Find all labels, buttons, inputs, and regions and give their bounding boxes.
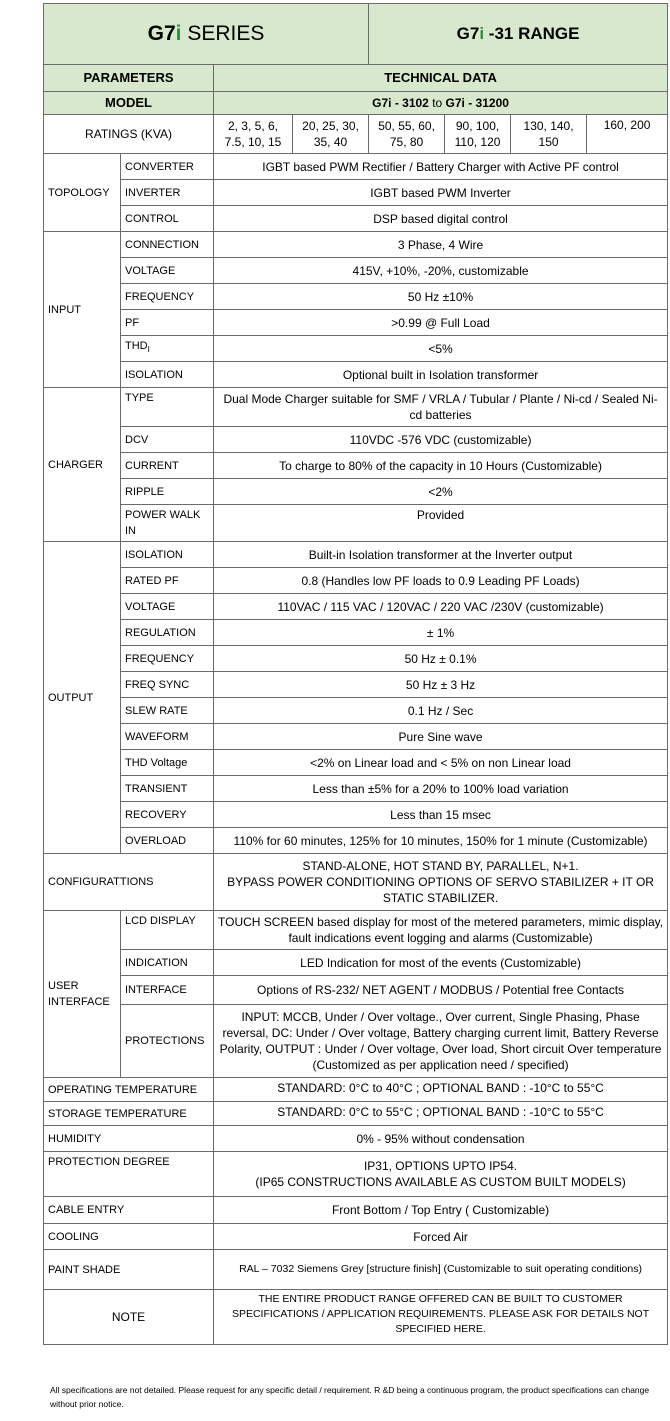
row-label: OVERLOAD [121, 828, 214, 854]
row-label: CONVERTER [121, 154, 214, 180]
row-label: $THD_I$ [121, 336, 214, 362]
table-row [44, 620, 668, 646]
table-row [44, 388, 668, 427]
row-value: 110% for 60 minutes, 125% for 10 minutes, 150% for 1 minute (Customizable) [214, 828, 668, 854]
technical-data-heading: TECHNICAL DATA [214, 65, 668, 92]
model-row [44, 92, 668, 115]
row-label: INVERTER [121, 180, 214, 206]
row-label: HUMIDITY [44, 1126, 214, 1152]
row-value: Front Bottom / Top Entry ( Customizable) [214, 1197, 668, 1224]
row-label: TYPE [121, 388, 214, 427]
row-label: CONTROL [121, 206, 214, 232]
row-label: LCD DISPLAY [121, 911, 214, 950]
row-value: IGBT based PWM Inverter [214, 180, 668, 206]
table-row [44, 594, 668, 620]
rating-cell: 160, 200 [587, 115, 668, 154]
rating-cell: 130, 140, 150 [511, 115, 587, 154]
row-value: Forced Air [214, 1224, 668, 1250]
range-title: G7i -31 RANGE [369, 4, 668, 65]
header-row [44, 4, 668, 65]
row-value: 0% - 95% without condensation [214, 1126, 668, 1152]
user-interface-label: USER INTERFACE [44, 911, 121, 1078]
row-label: CONNECTION [121, 232, 214, 258]
row-label: STORAGE TEMPERATURE [44, 1102, 214, 1126]
charger-label: CHARGER [44, 388, 121, 542]
row-value: To charge to 80% of the capacity in 10 Hours (Customizable) [214, 453, 668, 479]
topology-label: TOPOLOGY [44, 154, 121, 232]
columns-row [44, 65, 668, 92]
row-value: LED Indication for most of the events (Customizable) [214, 950, 668, 976]
table-row [44, 724, 668, 750]
row-value: 0.8 (Handles low PF loads to 0.9 Leading PF Loads) [214, 568, 668, 594]
row-label: PF [121, 310, 214, 336]
table-row [44, 776, 668, 802]
table-row [44, 1126, 668, 1152]
note-label: NOTE [44, 1290, 214, 1345]
table-row [44, 1102, 668, 1126]
table-row [44, 1224, 668, 1250]
spec-table [43, 3, 668, 1345]
rating-cell: 2, 3, 5, 6, 7.5, 10, 15 [214, 115, 293, 154]
row-value: Less than ±5% for a 20% to 100% load variation [214, 776, 668, 802]
rating-cell: 90, 100, 110, 120 [445, 115, 511, 154]
table-row [44, 750, 668, 776]
table-row [44, 976, 668, 1005]
table-row [44, 911, 668, 950]
table-row [44, 505, 668, 542]
model-label: MODEL [44, 92, 214, 115]
spec-sheet [43, 3, 667, 1345]
row-label: THD Voltage [121, 750, 214, 776]
table-row [44, 258, 668, 284]
table-row [44, 232, 668, 258]
row-label: PAINT SHADE [44, 1250, 214, 1290]
row-label: RECOVERY [121, 802, 214, 828]
row-value: 0.1 Hz / Sec [214, 698, 668, 724]
row-label: TRANSIENT [121, 776, 214, 802]
table-row [44, 568, 668, 594]
row-label: VOLTAGE [121, 258, 214, 284]
row-value: <2% on Linear load and < 5% on non Linear load [214, 750, 668, 776]
row-value: Options of RS-232/ NET AGENT / MODBUS / Potential free Contacts [214, 976, 668, 1005]
row-label: OPERATING TEMPERATURE [44, 1078, 214, 1102]
row-label: CURRENT [121, 453, 214, 479]
row-label: RATED PF [121, 568, 214, 594]
row-value: Pure Sine wave [214, 724, 668, 750]
model-range: G7i - 3102 to G7i - 31200 [214, 92, 668, 115]
row-label: ISOLATION [121, 362, 214, 388]
footnote: All specifications are not detailed. Please request for any specific detail / requirement. R &D being a continuous program, the product specifications can change without prior notice. [50, 1385, 650, 1409]
configurations-value: STAND-ALONE, HOT STAND BY, PARALLEL, N+1. BYPASS POWER CONDITIONING OPTIONS OF SERVO STABILIZER + IT OR STATIC STABILIZER. [214, 854, 668, 911]
input-label: INPUT [44, 232, 121, 388]
row-value: Dual Mode Charger suitable for SMF / VRLA / Tubular / Plante / Ni-cd / Sealed Ni-cd batteries [214, 388, 668, 427]
row-label: CABLE ENTRY [44, 1197, 214, 1224]
configurations-row [44, 854, 668, 911]
table-row [44, 1250, 668, 1290]
table-row [44, 672, 668, 698]
row-label: VOLTAGE [121, 594, 214, 620]
row-label: REGULATION [121, 620, 214, 646]
row-value: <5% [214, 336, 668, 362]
table-row [44, 1078, 668, 1102]
table-row [44, 206, 668, 232]
table-row [44, 1152, 668, 1197]
table-row [44, 479, 668, 505]
row-value: 50 Hz ±10% [214, 284, 668, 310]
note-row [44, 1290, 668, 1345]
table-row [44, 1005, 668, 1078]
row-value: Built-in Isolation transformer at the Inverter output [214, 542, 668, 568]
table-row [44, 453, 668, 479]
table-row [44, 828, 668, 854]
row-label: PROTECTIONS [121, 1005, 214, 1078]
row-value: RAL – 7032 Siemens Grey [structure finish] (Customizable to suit operating conditions) [214, 1250, 668, 1290]
table-row [44, 646, 668, 672]
row-label: POWER WALK IN [121, 505, 214, 542]
row-label: FREQUENCY [121, 284, 214, 310]
table-row [44, 310, 668, 336]
ratings-row [44, 115, 668, 154]
table-row [44, 698, 668, 724]
row-label: INDICATION [121, 950, 214, 976]
rating-cell: 50, 55, 60, 75, 80 [369, 115, 445, 154]
row-value: 3 Phase, 4 Wire [214, 232, 668, 258]
row-value: >0.99 @ Full Load [214, 310, 668, 336]
row-value: <2% [214, 479, 668, 505]
row-value: TOUCH SCREEN based display for most of the metered parameters, mimic display, fault indications event logging and alarms (Customizable) [214, 911, 668, 950]
rating-cell: 20, 25, 30, 35, 40 [293, 115, 369, 154]
row-value: DSP based digital control [214, 206, 668, 232]
row-value: INPUT: MCCB, Under / Over voltage., Over current, Single Phasing, Phase reversal, DC: Under / Over voltage, Battery charging current limit, Battery Reverse Polarity, OUTPUT : Under / Over voltage, Over load, Short circuit Over temperature (Customized as per application need / specified) [214, 1005, 668, 1078]
row-value: Optional built in Isolation transformer [214, 362, 668, 388]
table-row [44, 154, 668, 180]
row-value: 415V, +10%, -20%, customizable [214, 258, 668, 284]
table-row [44, 284, 668, 310]
table-row [44, 180, 668, 206]
table-row [44, 336, 668, 362]
row-value: IP31, OPTIONS UPTO IP54. (IP65 CONSTRUCTIONS AVAILABLE AS CUSTOM BUILT MODELS) [214, 1152, 668, 1197]
table-row [44, 427, 668, 453]
output-label: OUTPUT [44, 542, 121, 854]
row-value: 110VDC -576 VDC (customizable) [214, 427, 668, 453]
row-value: ± 1% [214, 620, 668, 646]
row-value: 50 Hz ± 0.1% [214, 646, 668, 672]
row-value: 50 Hz ± 3 Hz [214, 672, 668, 698]
ratings-label: RATINGS (KVA) [44, 115, 214, 154]
row-label: ISOLATION [121, 542, 214, 568]
note-value: THE ENTIRE PRODUCT RANGE OFFERED CAN BE BUILT TO CUSTOMER SPECIFICATIONS / APPLICATION REQUIREMENTS. PLEASE ASK FOR DETAILS NOT SPECIFIED HERE. [214, 1290, 668, 1345]
table-row [44, 950, 668, 976]
table-row [44, 362, 668, 388]
row-value: IGBT based PWM Rectifier / Battery Charger with Active PF control [214, 154, 668, 180]
row-value: 110VAC / 115 VAC / 120VAC / 220 VAC /230V (customizable) [214, 594, 668, 620]
row-label: WAVEFORM [121, 724, 214, 750]
row-label: SLEW RATE [121, 698, 214, 724]
parameters-heading: PARAMETERS [44, 65, 214, 92]
row-label: FREQUENCY [121, 646, 214, 672]
row-label: PROTECTION DEGREE [44, 1152, 214, 1197]
row-label: COOLING [44, 1224, 214, 1250]
configurations-label: CONFIGURATTIONS [44, 854, 214, 911]
table-row [44, 802, 668, 828]
row-value: Provided [214, 505, 668, 542]
row-value: STANDARD: 0°C to 55°C ; OPTIONAL BAND : -10°C to 55°C [214, 1102, 668, 1126]
row-value: STANDARD: 0°C to 40°C ; OPTIONAL BAND : -10°C to 55°C [214, 1078, 668, 1102]
row-value: Less than 15 msec [214, 802, 668, 828]
row-label: DCV [121, 427, 214, 453]
table-row [44, 542, 668, 568]
row-label: INTERFACE [121, 976, 214, 1005]
series-title: G7i SERIES [44, 4, 369, 65]
row-label: RIPPLE [121, 479, 214, 505]
table-row [44, 1197, 668, 1224]
row-label: FREQ SYNC [121, 672, 214, 698]
